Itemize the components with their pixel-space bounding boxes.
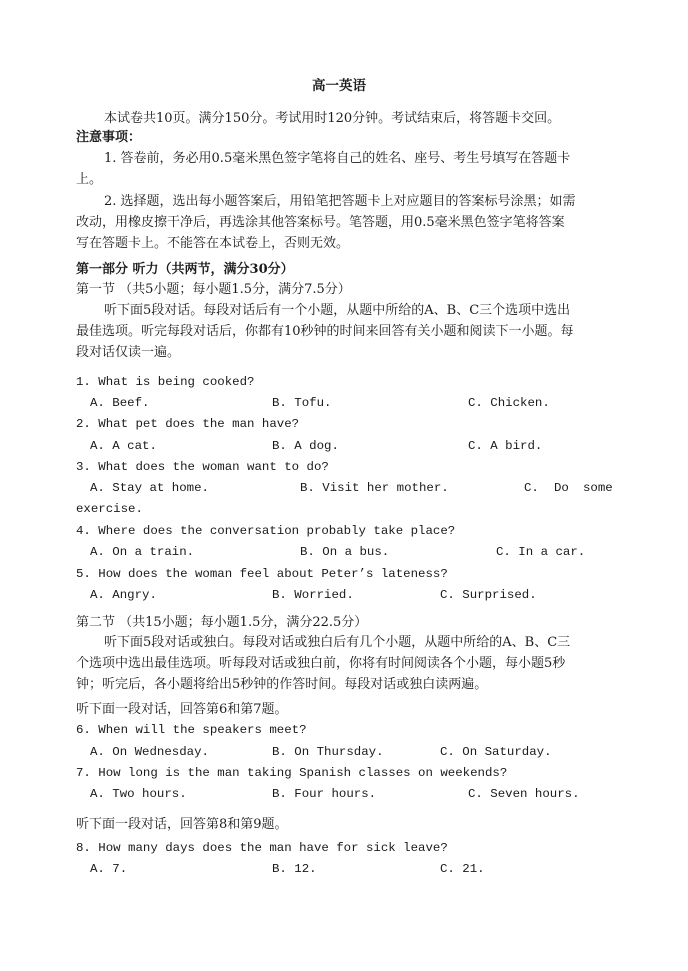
section2-instruction-line-1: 听下面5段对话或独白。每段对话或独白后有几个小题，从题中所给的A、B、C三 xyxy=(104,635,571,650)
option-a: A. On a train. xyxy=(90,545,195,559)
option-c: C. On Saturday. xyxy=(440,745,552,759)
option-a: A. Angry. xyxy=(90,588,157,602)
option-b: B. Worried. xyxy=(272,588,354,602)
intro-text: 本试卷共10页。满分150分。考试用时120分钟。考试结束后，将答题卡交回。 xyxy=(104,111,561,126)
option-b: B. Visit her mother. xyxy=(300,481,449,495)
question-1: 1. What is being cooked? xyxy=(76,375,255,389)
option-a: A. 7. xyxy=(90,862,128,876)
notice-item-2-line-1: 2. 选择题，选出每小题答案后，用铅笔把答题卡上对应题目的答案标号涂黑；如需 xyxy=(104,194,576,209)
option-b: B. Tofu. xyxy=(272,396,332,410)
option-c-letter: C. xyxy=(524,481,539,495)
question-2: 2. What pet does the man have? xyxy=(76,417,300,431)
option-c-continuation: exercise. xyxy=(76,502,143,516)
option-b: B. On Thursday. xyxy=(272,745,384,759)
page-title: 高一英语 xyxy=(312,78,366,94)
question-7: 7. How long is the man taking Spanish classes on weekends? xyxy=(76,766,508,780)
question-4: 4. Where does the conversation probably take place? xyxy=(76,524,456,538)
option-a: A. Two hours. xyxy=(90,787,187,801)
option-c: C. In a car. xyxy=(496,545,586,559)
section1-instruction-line-1: 听下面5段对话。每段对话后有一个小题，从题中所给的A、B、C三个选项中选出 xyxy=(104,303,571,318)
notice-item-1-line-2: 上。 xyxy=(76,172,103,187)
question-8: 8. How many days does the man have for sick leave? xyxy=(76,841,448,855)
section1-instruction-line-2: 最佳选项。听完每段对话后，你都有10秒钟的时间来回答有关小题和阅读下一小题。每 xyxy=(76,324,574,339)
notice-heading: 注意事项： xyxy=(76,130,142,145)
section1-heading: 第一节 （共5小题；每小题1.5分，满分7.5分） xyxy=(76,282,351,297)
option-c: C. A bird. xyxy=(468,439,543,453)
section1-instruction-line-3: 段对话仅读一遍。 xyxy=(76,345,181,360)
option-c: C. Surprised. xyxy=(440,588,537,602)
section2-instruction-line-3: 钟；听完后，各小题将给出5秒钟的作答时间。每段对话或独白读两遍。 xyxy=(76,677,488,692)
notice-item-2-line-3: 写在答题卡上。不能答在本试卷上，否则无效。 xyxy=(76,236,350,251)
option-b: B. 12. xyxy=(272,862,317,876)
option-c: C. Seven hours. xyxy=(468,787,580,801)
option-c-word-1: Do xyxy=(554,481,569,495)
option-c: C. Chicken. xyxy=(468,396,550,410)
option-b: B. Four hours. xyxy=(272,787,377,801)
dialogue-lead-6-7: 听下面一段对话，回答第6和第7题。 xyxy=(76,702,288,717)
question-6: 6. When will the speakers meet? xyxy=(76,723,307,737)
question-5: 5. How does the woman feel about Peter’s lateness? xyxy=(76,567,448,581)
option-c-word-2: some xyxy=(583,481,613,495)
option-b: B. A dog. xyxy=(272,439,339,453)
option-a: A. Stay at home. xyxy=(90,481,209,495)
notice-item-1-line-1: 1. 答卷前，务必用0.5毫米黑色签字笔将自己的姓名、座号、考生号填写在答题卡 xyxy=(104,151,571,166)
part1-heading: 第一部分 听力（共两节，满分30分） xyxy=(76,262,294,277)
option-b: B. On a bus. xyxy=(300,545,390,559)
section2-instruction-line-2: 个选项中选出最佳选项。听每段对话或独白前，你将有时间阅读各个小题，每小题5秒 xyxy=(76,656,566,671)
option-c: C. 21. xyxy=(440,862,485,876)
option-a: A. A cat. xyxy=(90,439,157,453)
option-a: A. Beef. xyxy=(90,396,150,410)
notice-item-2-line-2: 改动，用橡皮擦干净后，再选涂其他答案标号。笔答题，用0.5毫米黑色签字笔将答案 xyxy=(76,215,565,230)
question-3: 3. What does the woman want to do? xyxy=(76,460,329,474)
section2-heading: 第二节 （共15小题；每小题1.5分，满分22.5分） xyxy=(76,615,368,630)
dialogue-lead-8-9: 听下面一段对话，回答第8和第9题。 xyxy=(76,817,288,832)
option-a: A. On Wednesday. xyxy=(90,745,209,759)
